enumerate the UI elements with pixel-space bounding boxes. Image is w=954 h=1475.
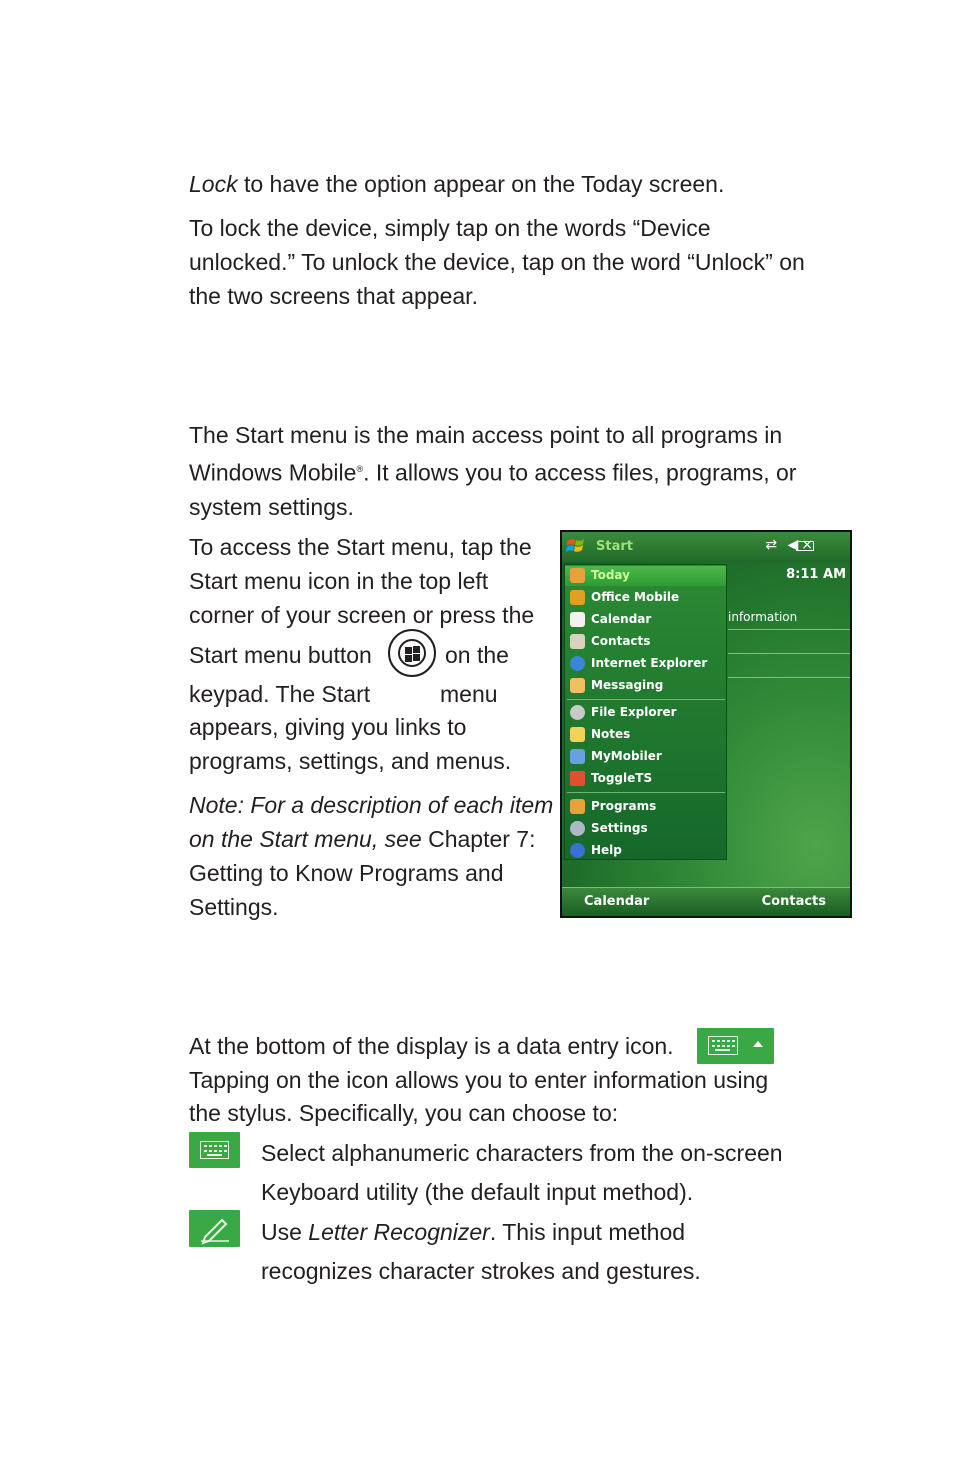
lock-term: Lock xyxy=(189,171,238,197)
pen-icon xyxy=(189,1210,240,1247)
menu-item-programs[interactable] xyxy=(565,797,726,817)
home-icon xyxy=(570,568,585,583)
letter-recognizer-icon xyxy=(189,1210,240,1247)
softkey-bar xyxy=(562,887,850,916)
divider xyxy=(728,653,850,654)
access-line-4b: on the xyxy=(445,642,509,668)
lock-instructions xyxy=(189,211,805,313)
today-info-text: information xyxy=(728,610,798,624)
note-line-1: Note: For a description of each item xyxy=(189,792,554,818)
menu-item-label: Contacts xyxy=(591,634,651,648)
lock-option-text: to have the option appear on the Today screen. xyxy=(237,171,725,197)
menu-item-label: Messaging xyxy=(591,678,664,692)
notes-icon xyxy=(570,727,585,742)
battery-icon xyxy=(796,541,814,551)
intro-line-2b: . It allows you to access files, programs, or xyxy=(363,459,797,486)
bullet-keyboard-line-2: Keyboard utility (the default input method). xyxy=(261,1179,694,1205)
bullet-keyboard-line-1: Select alphanumeric characters from the on-screen xyxy=(261,1140,783,1166)
title-bar xyxy=(562,532,850,562)
menu-item-contacts[interactable] xyxy=(565,632,726,652)
access-line-3: corner of your screen or press the xyxy=(189,602,535,628)
file-explorer-icon xyxy=(570,705,585,720)
menu-item-label: Calendar xyxy=(591,612,652,626)
lock-option-line xyxy=(189,167,724,201)
bullet-recognizer-line-1 xyxy=(261,1215,685,1249)
menu-item-label: Programs xyxy=(591,799,657,813)
keyboard-input-icon xyxy=(189,1132,240,1168)
menu-item-toggletts[interactable] xyxy=(565,769,726,789)
menu-item-label: Office Mobile xyxy=(591,590,680,604)
keyboard-icon xyxy=(708,1036,738,1055)
menu-item-office-mobile[interactable] xyxy=(565,588,726,608)
data-entry-line-2: Tapping on the icon allows you to enter information using xyxy=(189,1067,769,1093)
note xyxy=(189,788,553,924)
note-line-4: Settings. xyxy=(189,894,279,920)
bullet-post: . This input method xyxy=(489,1219,686,1245)
bullet-recognizer-line-2: recognizes character strokes and gestures. xyxy=(261,1258,701,1284)
mymobiler-icon xyxy=(570,749,585,764)
divider xyxy=(728,677,850,678)
menu-item-settings[interactable] xyxy=(565,819,726,839)
contacts-icon xyxy=(570,634,585,649)
access-line-5b: menu xyxy=(440,681,498,707)
programs-icon xyxy=(570,799,585,814)
menu-item-help[interactable] xyxy=(565,841,726,861)
intro-line-1: The Start menu is the main access point to all programs in xyxy=(189,422,783,448)
lock-line-3: the two screens that appear. xyxy=(189,283,478,309)
menu-separator xyxy=(567,792,725,793)
calendar-icon xyxy=(570,612,585,627)
keyboard-icon xyxy=(200,1141,229,1159)
settings-icon xyxy=(570,821,585,836)
data-entry-line-1: At the bottom of the display is a data entry icon. xyxy=(189,1033,674,1059)
menu-item-label: Help xyxy=(591,843,622,857)
menu-item-notes[interactable] xyxy=(565,725,726,745)
intro-line-3: system settings. xyxy=(189,493,354,520)
access-line-7: programs, settings, and menus. xyxy=(189,748,512,774)
menu-item-today[interactable] xyxy=(565,566,726,586)
intro-line-2a: Windows Mobile xyxy=(189,459,357,486)
windows-start-button-icon xyxy=(388,629,436,677)
start-menu xyxy=(564,564,727,860)
divider xyxy=(728,629,850,630)
softkey-contacts[interactable]: Contacts xyxy=(761,894,826,909)
menu-item-internet-explorer[interactable] xyxy=(565,654,726,674)
start-menu-intro xyxy=(189,418,796,524)
note-line-2-italic: on the Start menu, see xyxy=(189,826,422,852)
access-line-5a: keypad. The Start xyxy=(189,681,371,707)
messaging-icon xyxy=(570,678,585,693)
letter-recognizer-term: Letter Recognizer xyxy=(308,1219,490,1245)
chevron-up-icon xyxy=(753,1041,763,1047)
softkey-calendar[interactable]: Calendar xyxy=(584,894,650,909)
menu-item-calendar[interactable] xyxy=(565,610,726,630)
access-line-1: To access the Start menu, tap the xyxy=(189,534,532,560)
menu-item-label: Notes xyxy=(591,727,631,741)
office-icon xyxy=(570,590,585,605)
windows-flag-icon xyxy=(566,537,586,555)
access-line-6: appears, giving you links to xyxy=(189,714,467,740)
lock-line-1: To lock the device, simply tap on the words “Device xyxy=(189,215,711,241)
menu-item-messaging[interactable] xyxy=(565,676,726,696)
registered-mark: ® xyxy=(356,464,364,474)
menu-separator xyxy=(567,699,725,700)
toggletts-icon xyxy=(570,771,585,786)
data-entry-line-3: the stylus. Specifically, you can choose to: xyxy=(189,1100,619,1126)
data-entry-icon xyxy=(697,1028,774,1064)
start-label[interactable]: Start xyxy=(596,539,633,554)
note-line-3: Getting to Know Programs and xyxy=(189,860,504,886)
clock: 8:11 AM xyxy=(786,567,846,582)
lock-line-2: unlocked.” To unlock the device, tap on the word “Unlock” on xyxy=(189,249,805,275)
menu-item-mymobiler[interactable] xyxy=(565,747,726,767)
internet-explorer-icon xyxy=(570,656,585,671)
start-menu-screenshot xyxy=(560,530,852,918)
menu-item-label: MyMobiler xyxy=(591,749,662,763)
access-line-4a: Start menu button xyxy=(189,642,372,668)
help-icon xyxy=(570,843,585,858)
menu-item-file-explorer[interactable] xyxy=(565,703,726,723)
connectivity-volume-icons: ⇄ ◀× xyxy=(765,537,816,553)
menu-item-label: Today xyxy=(591,568,630,582)
chapter-reference: Chapter 7: xyxy=(421,826,536,852)
access-line-2: Start menu icon in the top left xyxy=(189,568,489,594)
menu-item-label: ToggleTS xyxy=(591,771,653,785)
menu-item-label: Settings xyxy=(591,821,648,835)
bullet-pre: Use xyxy=(261,1219,309,1245)
menu-item-label: File Explorer xyxy=(591,705,677,719)
menu-item-label: Internet Explorer xyxy=(591,656,708,670)
